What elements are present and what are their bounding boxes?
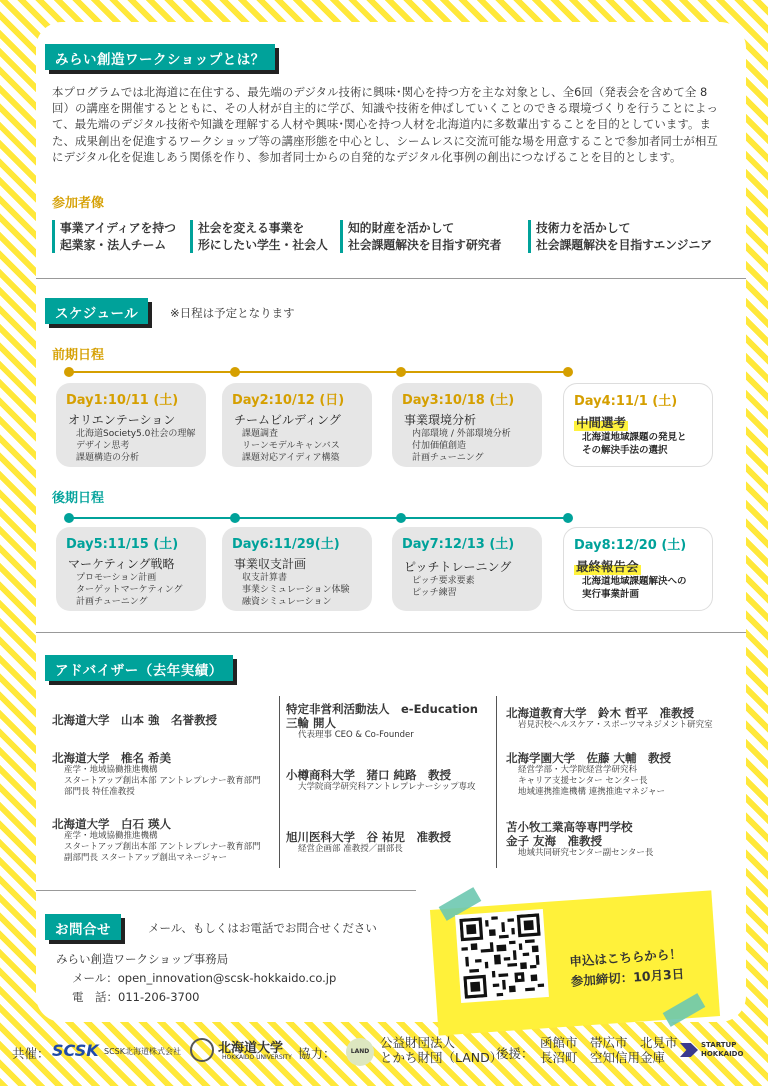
advisor-desc: スタートアップ創出本部 アントレプレナー教育部門 — [64, 776, 261, 786]
support-line: 長沼町 空知信用金庫 — [540, 1050, 666, 1065]
target-line: 形にしたい学生・社会人 — [198, 237, 328, 252]
startup-arrow-icon — [680, 1043, 698, 1057]
advisors-section-title: アドバイザー（去年実績） — [45, 655, 233, 681]
advisor-entry — [506, 706, 713, 731]
advisor-name: 北海道教育大学 鈴木 哲平 准教授 — [506, 706, 695, 720]
coop-label: 協力： — [298, 1046, 336, 1061]
timeline-dot — [64, 513, 74, 523]
contact-note: メール、もしくはお電話でお問合せください — [148, 921, 377, 935]
day4-card — [563, 383, 713, 467]
timeline-dot — [563, 513, 573, 523]
day-item: プロモーション計画 — [76, 573, 157, 583]
target-line: 技術力を活かして — [536, 221, 631, 235]
advisor-entry — [286, 830, 451, 855]
qr-code-image — [459, 913, 544, 998]
first-term-title: 前期日程 — [52, 348, 105, 363]
day-item: 事業シミュレーション体験 — [242, 585, 350, 595]
target-line: 社会課題解決を目指す研究者 — [348, 237, 502, 252]
advisor-name: 北海学園大学 佐藤 大輔 教授 — [506, 751, 672, 765]
timeline-dot — [396, 367, 406, 377]
day-title: Day4:11/1 (土) — [574, 394, 678, 409]
advisor-name: 特定非営利活動法人 e-Education — [286, 702, 478, 716]
second-timeline — [68, 517, 568, 519]
timeline-dot — [230, 367, 240, 377]
day2-card — [222, 383, 372, 467]
day-item: その解決手法の選択 — [582, 445, 668, 456]
target-line: 事業アイディアを持つ — [60, 221, 176, 235]
advisor-desc: 地域連携推進機構 連携推進マネジャー — [518, 787, 666, 797]
day-item: 付加価値創造 — [412, 441, 467, 451]
land-text — [380, 1035, 502, 1065]
support-line: 函館市 帯広市 北見市 — [540, 1035, 678, 1050]
day-item: 課題調査 — [242, 429, 279, 439]
targets-title: 参加者像 — [52, 196, 105, 211]
day-head-highlight: 最終報告会 — [576, 559, 639, 574]
advisor-name: 三輪 開人 — [286, 716, 337, 730]
day-title: Day1:10/11 (土) — [66, 393, 179, 408]
advisor-desc: 経営企画部 准教授／副部長 — [298, 844, 403, 854]
apply-deadline: 参加締切：10月3日 — [570, 966, 685, 989]
advisor-name: 旭川医科大学 谷 祐児 准教授 — [286, 830, 452, 844]
advisor-entry — [52, 751, 261, 798]
advisor-desc: 副部門長 スタートアップ創出マネージャー — [64, 853, 228, 863]
advisor-name: 北海道大学 白石 瑛人 — [52, 817, 172, 831]
day-head: チームビルディング — [234, 413, 341, 427]
advisor-entry — [52, 713, 217, 727]
advisor-name: 小樽商科大学 猪口 純路 教授 — [286, 768, 452, 782]
advisor-entry — [286, 768, 475, 793]
apply-line: 申込はこちらから！ — [568, 946, 683, 969]
advisor-desc: 経営学部・大学院経営学研究科 — [518, 765, 638, 775]
timeline-dot — [396, 513, 406, 523]
hokudai-en: HOKKAIDO UNIVERSITY — [222, 1054, 292, 1061]
startup-hokkaido-logo — [701, 1041, 743, 1059]
support-label: 後援： — [496, 1046, 534, 1061]
timeline-dot — [563, 367, 573, 377]
first-timeline — [68, 371, 568, 373]
day-title: Day8:12/20 (土) — [574, 538, 687, 553]
day5-card — [56, 527, 206, 611]
advisor-desc: スタートアップ創出本部 アントレプレナー教育部門 — [64, 842, 261, 852]
advisor-entry — [506, 751, 671, 798]
about-body: 本プログラムでは北海道に在住する、最先端のデジタル技術に興味･関心を持つ方を主な対象とし、全6回（発表会を含めて全 8 回）の講座を開催するとともに、その人材が自主的に学び、知識や技術を伸ばしていくことのできる環境づくりを行うことによって、最先端のデジタル技術や知識を理解する人材や興味･関心を持つ人材を北海道内に多数輩出することを目的としています。また、成果創出を促進するワークショップ等の講座形態を中心とし、シームレスに交流可能な場を用意することで参加者同士が相互にデジタル化を促進しあう関係を作り、参加者同士からの自発的なデジタル化事例の創出につなげることを目的とします。 — [52, 85, 719, 164]
advisor-entry — [286, 702, 478, 741]
advisor-name: 苫小牧工業高等専門学校 — [506, 820, 633, 834]
day-item: リーンモデルキャンバス — [242, 441, 340, 451]
target-item-2 — [190, 220, 328, 253]
advisor-desc: 産学・地域協働推進機構 — [64, 831, 158, 841]
day-title: Day7:12/13 (土) — [402, 537, 515, 552]
schedule-section-title: スケジュール — [45, 298, 148, 324]
target-line: 起業家・法人チーム — [60, 237, 167, 252]
target-item-1 — [52, 220, 176, 253]
contact-section-title: お問合せ — [45, 914, 121, 940]
day-item: 実行事業計画 — [582, 589, 640, 600]
divider — [36, 890, 416, 891]
day-head-highlight: 中間選考 — [576, 415, 627, 430]
target-item-4 — [528, 220, 712, 253]
column-divider — [496, 696, 497, 868]
divider — [36, 278, 746, 279]
startup-line: STARTUP — [701, 1041, 737, 1049]
day-item: 課題構造の分析 — [76, 453, 140, 463]
hokudai-name: 北海道大学 — [218, 1041, 284, 1056]
footer — [0, 1026, 768, 1086]
day-head: 事業環境分析 — [404, 413, 477, 427]
second-term-title: 後期日程 — [52, 491, 105, 506]
contact-tel[interactable]: 電 話：011-206-3700 — [72, 990, 200, 1004]
advisor-desc: 地域共同研究センター副センター長 — [518, 848, 654, 858]
advisor-desc: 産学・地域協働推進機構 — [64, 765, 158, 775]
timeline-dot — [64, 367, 74, 377]
day-head: マーケティング戦略 — [68, 557, 175, 571]
day-head: ピッチトレーニング — [404, 560, 512, 574]
day-item: デザイン思考 — [76, 441, 130, 451]
day-title: Day5:11/15 (土) — [66, 537, 179, 552]
schedule-note: ※日程は予定となります — [170, 306, 295, 320]
target-item-3 — [340, 220, 501, 253]
day1-card — [56, 383, 206, 467]
day-item: 課題対応アイディア構築 — [242, 453, 340, 463]
target-line: 知的財産を活かして — [348, 221, 455, 235]
contact-block — [56, 950, 336, 1007]
contact-email[interactable]: メール：open_innovation@scsk-hokkaido.co.jp — [72, 971, 337, 985]
day6-card — [222, 527, 372, 611]
day-item: ターゲットマーケティング — [76, 585, 183, 595]
divider — [36, 632, 746, 633]
day-head: 事業収支計画 — [234, 557, 307, 571]
main-card — [36, 22, 746, 1022]
cohost-label: 共催： — [12, 1046, 50, 1061]
advisor-name: 金子 友海 准教授 — [506, 834, 603, 848]
land-line: 公益財団法人 — [380, 1035, 456, 1050]
target-line: 社会課題解決を目指すエンジニア — [536, 237, 713, 252]
advisor-desc: キャリア支援センター センター長 — [518, 776, 648, 786]
advisor-desc: 部門長 特任准教授 — [64, 787, 135, 797]
advisor-name: 北海道大学 山本 強 名誉教授 — [52, 713, 218, 727]
day-item: 内部環境 / 外部環境分析 — [412, 429, 511, 439]
land-line: とかち財団（LAND） — [380, 1050, 503, 1065]
target-line: 社会を変える事業を — [198, 221, 305, 235]
apply-text — [569, 944, 685, 992]
startup-line: HOKKAIDO — [701, 1050, 744, 1058]
day7-card — [392, 527, 542, 611]
day8-card — [563, 527, 713, 611]
advisor-entry — [52, 817, 261, 864]
day-item: 融資シミュレーション — [242, 597, 332, 607]
day-item: 北海道地域課題解決への — [582, 576, 687, 587]
day-item: ピッチ要求要素 — [412, 576, 475, 586]
advisor-name: 北海道大学 椎名 希美 — [52, 751, 172, 765]
column-divider — [279, 696, 280, 868]
scsk-name: SCSK北海道株式会社 — [104, 1047, 181, 1056]
advisor-entry — [506, 820, 653, 859]
qr-code[interactable] — [455, 909, 549, 1003]
advisor-desc: 岩見沢校ヘルスケア・スポーツマネジメント研究室 — [518, 720, 713, 730]
day-item: ピッチ練習 — [412, 588, 457, 598]
day-item: 北海道地域課題の発見と — [582, 432, 687, 443]
about-section-title: みらい創造ワークショップとは？ — [45, 44, 275, 70]
day-title: Day2:10/12 (日) — [232, 393, 345, 408]
day-title: Day6:11/29(土) — [232, 537, 340, 552]
contact-office: みらい創造ワークショップ事務局 — [56, 952, 229, 966]
day3-card — [392, 383, 542, 467]
advisor-desc: 大学院商学研究科アントレプレナーシップ専攻 — [298, 782, 476, 792]
timeline-dot — [230, 513, 240, 523]
support-text — [540, 1035, 678, 1065]
land-logo: LAND — [346, 1038, 374, 1066]
day-item: 計画チューニング — [412, 453, 484, 463]
day-item: 計画チューニング — [76, 597, 148, 607]
advisor-desc: 代表理事 CEO & Co-Founder — [298, 730, 414, 740]
day-head: オリエンテーション — [68, 413, 176, 427]
day-item: 収支計算書 — [242, 573, 288, 583]
day-title: Day3:10/18 (土) — [402, 393, 515, 408]
day-item: 北海道Society5.0社会の理解 — [76, 429, 196, 439]
hokudai-emblem-icon — [190, 1038, 214, 1062]
scsk-logo: SCSK — [52, 1041, 99, 1060]
